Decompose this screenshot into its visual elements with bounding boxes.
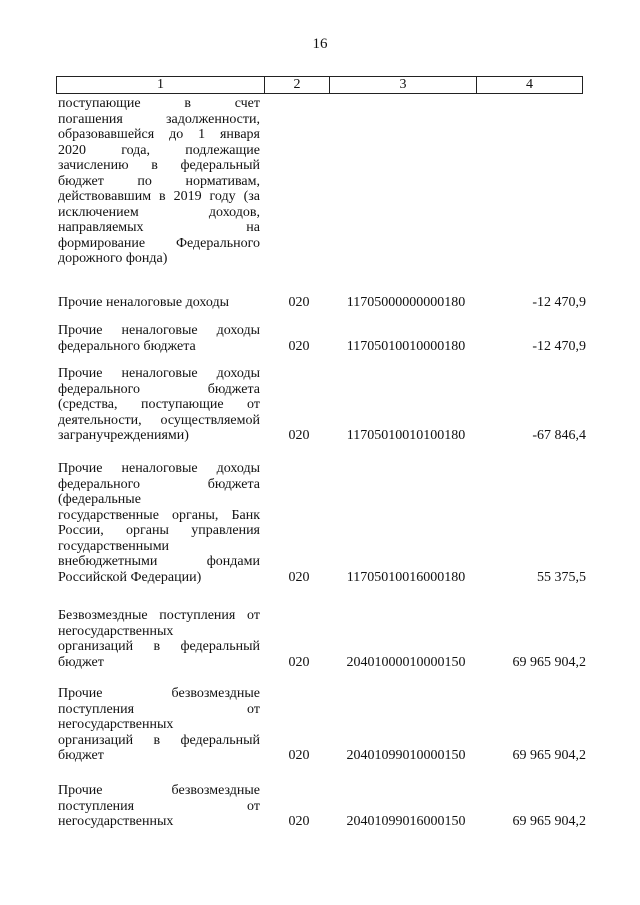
row-kbk: 11705010010100180	[346, 428, 466, 443]
row-name-line: 2020 года, подлежащие	[58, 142, 260, 158]
row-name-line: бюджет по нормативам,	[58, 173, 260, 189]
column-header-3: 3	[330, 77, 477, 94]
row-kbk: 20401000010000150	[346, 654, 466, 670]
row-name	[58, 295, 260, 311]
row-name-line: федерального бюджета	[58, 476, 260, 492]
row-name-line: федерального бюджета	[58, 381, 260, 397]
row-name-line: действовавшим в 2019 году (за	[58, 189, 260, 204]
row-name	[58, 366, 260, 444]
row-code: 020	[288, 748, 310, 763]
row-name-line: негосударственных	[58, 623, 174, 639]
row-name-line: направляемых на	[58, 220, 260, 235]
row-sum: -67 846,4	[532, 428, 586, 443]
row-name-line: федерального бюджета	[58, 338, 196, 354]
page-number: 16	[312, 36, 328, 52]
row-name-line: организаций в федеральный	[58, 732, 260, 748]
column-header-1: 1	[57, 77, 265, 94]
row-name-line: Российской Федерации)	[58, 569, 202, 585]
row-name-line: Безвозмездные поступления от	[58, 608, 260, 623]
row-name-line: государственными	[58, 538, 170, 554]
row-name	[58, 686, 260, 764]
row-name-line: поступления от	[58, 701, 260, 717]
row-name-line: зачислению в федеральный	[58, 158, 260, 173]
row-sum: -12 470,9	[532, 338, 586, 354]
row-code: 020	[288, 338, 310, 354]
row-code: 020	[288, 569, 310, 585]
row-kbk: 11705010010000180	[346, 338, 466, 354]
row-kbk: 20401099016000150	[346, 814, 466, 829]
row-name-line: бюджет	[58, 654, 104, 670]
row-name-line: Прочие неналоговые доходы	[58, 323, 260, 338]
row-name-line: дорожного фонда)	[58, 251, 168, 266]
row-code: 020	[288, 295, 310, 310]
row-kbk: 11705000000000180	[346, 295, 466, 310]
row-kbk: 11705010016000180	[346, 569, 466, 585]
column-header-table	[56, 76, 583, 94]
row-sum: 69 965 904,2	[512, 814, 586, 829]
row-code: 020	[288, 428, 310, 443]
row-name-line: государственные органы, Банк	[58, 507, 260, 523]
row-name-line: деятельности, осуществляемой	[58, 412, 260, 428]
row-name-line: поступающие в счет	[58, 96, 260, 111]
row-name-line: погашения задолженности,	[58, 111, 260, 127]
column-header-2: 2	[265, 77, 330, 94]
row-name-line: загранучреждениями)	[58, 428, 189, 443]
row-name-line: Прочие безвозмездные	[58, 686, 260, 701]
row-name-line: России, органы управления	[58, 523, 260, 538]
row-name	[58, 461, 260, 585]
row-name-line: Прочие неналоговые доходы	[58, 366, 260, 381]
row-name-line: бюджет	[58, 748, 104, 763]
row-code: 020	[288, 654, 310, 670]
row-name-line: формирование Федерального	[58, 235, 260, 251]
row-name	[58, 608, 260, 670]
row-name-line: Прочие неналоговые доходы	[58, 295, 230, 310]
row-name-line: поступления от	[58, 798, 260, 814]
row-name-line: негосударственных	[58, 814, 174, 829]
row-sum: 69 965 904,2	[512, 654, 586, 670]
row-name-line: Прочие неналоговые доходы	[58, 461, 260, 476]
row-sum: 55 375,5	[537, 569, 586, 585]
row-name-line: Прочие безвозмездные	[58, 783, 260, 798]
row-name-line: (средства, поступающие от	[58, 397, 260, 412]
row-name-line: исключением доходов,	[58, 204, 260, 220]
row-name-line: образовавшейся до 1 января	[58, 127, 260, 142]
row-name-line: (федеральные	[58, 492, 141, 507]
row-name	[58, 96, 260, 267]
row-name	[58, 323, 260, 354]
row-name-line: внебюджетными фондами	[58, 554, 260, 569]
row-kbk: 20401099010000150	[346, 748, 466, 763]
column-header-4: 4	[477, 77, 583, 94]
row-name-line: организаций в федеральный	[58, 639, 260, 654]
row-sum: 69 965 904,2	[512, 748, 586, 763]
row-name	[58, 783, 260, 830]
row-code: 020	[288, 814, 310, 829]
row-name-line: негосударственных	[58, 717, 174, 732]
row-sum: -12 470,9	[532, 295, 586, 310]
